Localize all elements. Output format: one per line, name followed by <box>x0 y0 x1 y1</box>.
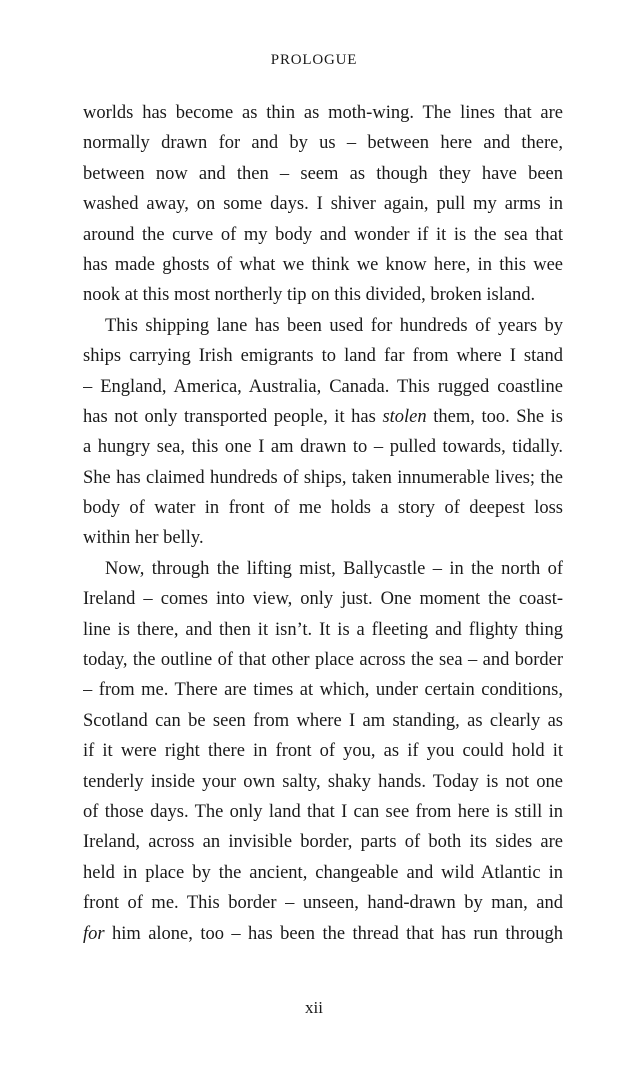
text-line: Now, through the lifting mist, Ballycastle – in the north of <box>105 558 563 579</box>
text-line: a hungry sea, this one I am drawn to – pulled towards, tidally. <box>83 437 563 458</box>
text-line: She has claimed hundreds of ships, taken innumerable lives; the <box>83 467 563 488</box>
text-line: Scotland can be seen from where I am standing, as clearly as <box>83 710 563 731</box>
text-line: held in place by the ancient, changeable and wild Atlantic in <box>83 862 563 883</box>
text-line: body of water in front of me holds a story of deepest loss <box>83 498 563 519</box>
text-line: – England, America, Australia, Canada. This rugged coastline <box>83 376 563 397</box>
text-line: has made ghosts of what we think we know here, in this wee <box>83 254 563 275</box>
text-line: line is there, and then it isn’t. It is a fleeting and flighty thing <box>83 619 563 640</box>
text-line: This shipping lane has been used for hundreds of years by <box>105 315 563 336</box>
text-line: Ireland, across an invisible border, parts of both its sides are <box>83 832 563 853</box>
text-line: if it were right there in front of you, as if you could hold it <box>83 741 563 762</box>
text-line: tenderly inside your own salty, shaky hands. Today is not one <box>83 771 563 792</box>
text-line: of those days. The only land that I can see from here is still in <box>83 801 563 822</box>
text-line: ships carrying Irish emigrants to land far from where I stand <box>83 346 563 367</box>
text-line: – from me. There are times at which, under certain conditions, <box>83 680 563 701</box>
text-line: normally drawn for and by us – between here and there, <box>83 133 563 154</box>
text-line: has not only transported people, it has stolen them, too. She is <box>83 406 563 427</box>
running-head: PROLOGUE <box>270 52 358 68</box>
text-line: worlds has become as thin as moth-wing. The lines that are <box>83 103 563 123</box>
text-line: around the curve of my body and wonder if it is the sea that <box>83 224 563 245</box>
text-line: nook at this most northerly tip on this divided, broken island. <box>83 285 536 306</box>
text-line: between now and then – seem as though they have been <box>83 163 563 184</box>
body-text <box>83 98 563 949</box>
page-number: xii <box>305 998 323 1017</box>
text-line: today, the outline of that other place across the sea – and border <box>83 650 563 671</box>
text-line: washed away, on some days. I shiver again, pull my arms in <box>83 194 563 215</box>
text-line: for him alone, too – has been the thread that has run through <box>83 923 563 944</box>
text-line: Ireland – comes into view, only just. One moment the coast- <box>83 589 563 610</box>
text-line: within her belly. <box>83 528 204 549</box>
text-line: front of me. This border – unseen, hand-drawn by man, and <box>83 893 563 914</box>
